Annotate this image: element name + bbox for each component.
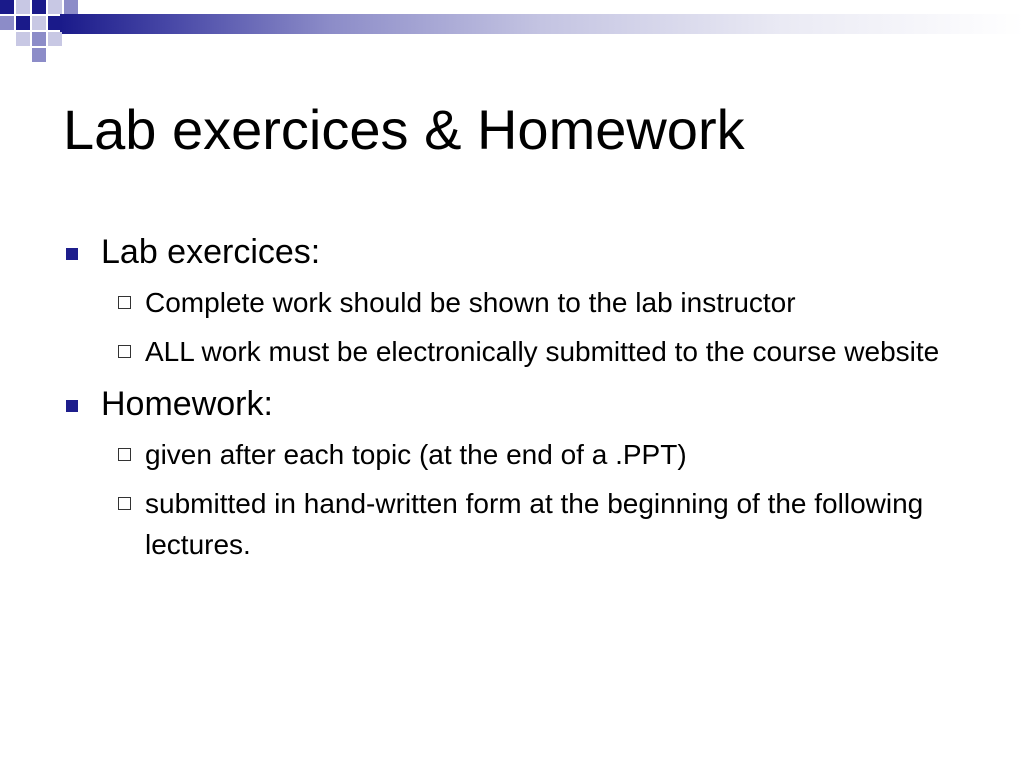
square-bullet-icon xyxy=(66,400,78,412)
decorative-header-band xyxy=(0,0,1024,62)
bullet-level-2 xyxy=(63,483,983,565)
bullet-level-2 xyxy=(63,434,983,475)
decor-square xyxy=(48,0,62,14)
decor-square xyxy=(16,0,30,14)
decor-square xyxy=(32,48,46,62)
slide-title: Lab exercices & Homework xyxy=(63,98,745,161)
section-label: Lab exercices: xyxy=(101,233,321,271)
section-lab-exercices xyxy=(63,228,983,372)
decor-square xyxy=(32,32,46,46)
decor-square xyxy=(32,16,46,30)
decor-square xyxy=(48,32,62,46)
decor-square xyxy=(32,0,46,14)
hollow-square-bullet-icon xyxy=(118,296,131,309)
decor-square xyxy=(64,0,78,14)
decor-square xyxy=(48,16,62,30)
bullet-level-1 xyxy=(63,228,983,276)
bullet-text: Complete work should be shown to the lab instructor xyxy=(145,287,796,318)
decor-square xyxy=(16,16,30,30)
gradient-bar xyxy=(60,14,1024,34)
section-homework xyxy=(63,380,983,565)
bullet-level-1 xyxy=(63,380,983,428)
bullet-text: given after each topic (at the end of a .PPT) xyxy=(145,439,687,470)
square-bullet-icon xyxy=(66,248,78,260)
decor-square xyxy=(0,0,14,14)
bullet-level-2 xyxy=(63,282,983,323)
hollow-square-bullet-icon xyxy=(118,345,131,358)
hollow-square-bullet-icon xyxy=(118,448,131,461)
section-label: Homework: xyxy=(101,385,273,423)
slide-body xyxy=(63,228,983,573)
hollow-square-bullet-icon xyxy=(118,497,131,510)
bullet-text: ALL work must be electronically submitted to the course website xyxy=(145,336,940,367)
decor-square xyxy=(0,16,14,30)
bullet-text: submitted in hand-written form at the beginning of the following lectures. xyxy=(145,488,924,560)
decor-square xyxy=(16,32,30,46)
bullet-level-2 xyxy=(63,331,983,372)
